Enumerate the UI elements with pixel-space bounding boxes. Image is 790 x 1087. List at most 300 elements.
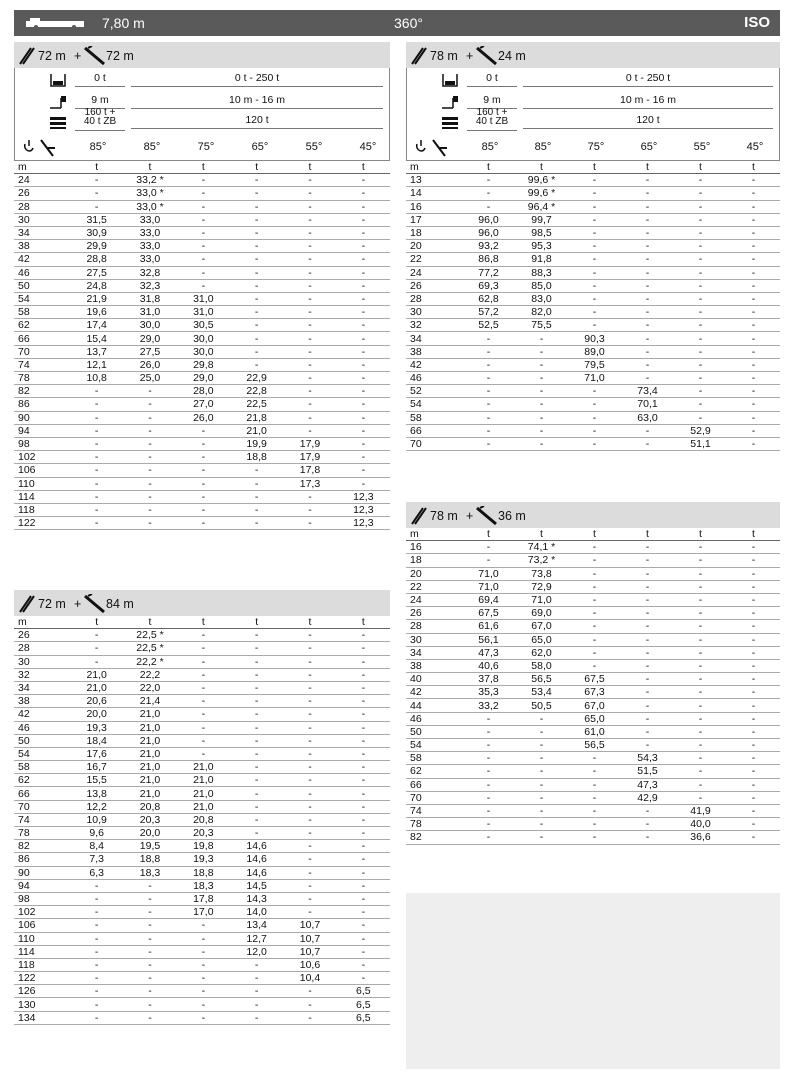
load-cell: - (337, 213, 390, 226)
radius-cell: 20 (406, 567, 462, 580)
table-row (14, 972, 390, 985)
load-cell: - (462, 725, 515, 738)
load-cell: t (674, 161, 727, 174)
load-cell: - (674, 200, 727, 213)
load-cell: 6,5 (337, 1011, 390, 1024)
load-cell: - (568, 818, 621, 831)
load-cell: - (123, 932, 176, 945)
load-cell: 56,1 (462, 633, 515, 646)
load-cell: 52,5 (462, 319, 515, 332)
load-cell: - (337, 319, 390, 332)
load-cell: - (177, 174, 230, 187)
load-cell: 21,0 (123, 721, 176, 734)
load-cell: - (568, 607, 621, 620)
load-cell: - (337, 174, 390, 187)
table-row (14, 761, 390, 774)
load-cell: - (462, 345, 515, 358)
table-row (406, 739, 780, 752)
load-cell: 22,5 * (123, 629, 176, 642)
radius-cell: 24 (406, 266, 462, 279)
load-cell: - (230, 827, 283, 840)
load-cell: - (337, 972, 390, 985)
load-cell: - (230, 813, 283, 826)
load-cell: 67,3 (568, 686, 621, 699)
load-cell: - (515, 358, 568, 371)
load-cell: - (515, 804, 568, 817)
luffing-jib-icon (84, 594, 106, 614)
load-cell: - (337, 695, 390, 708)
load-cell: - (230, 187, 283, 200)
load-cell: 65,0 (568, 712, 621, 725)
radius-cell: 42 (14, 253, 70, 266)
load-cell: 30,0 (123, 319, 176, 332)
radius-cell: 90 (14, 866, 70, 879)
table-row (14, 668, 390, 681)
load-cell: - (230, 345, 283, 358)
load-cell: - (283, 358, 336, 371)
table-row (406, 593, 780, 606)
load-cell: - (337, 226, 390, 239)
load-cell: t (727, 161, 780, 174)
load-cell: - (568, 292, 621, 305)
load-cell: - (230, 642, 283, 655)
plus-sign: + (74, 597, 82, 611)
load-cell: 8,4 (70, 840, 123, 853)
radius-cell: 94 (14, 879, 70, 892)
radius-cell: m (14, 161, 70, 174)
load-cell: 26,0 (123, 358, 176, 371)
table-row (14, 226, 390, 239)
load-cell: 36,6 (674, 831, 727, 844)
radius-cell: 106 (14, 919, 70, 932)
load-cell: - (230, 213, 283, 226)
load-cell: - (230, 319, 283, 332)
load-cell: - (727, 818, 780, 831)
load-cell: - (568, 593, 621, 606)
load-cell: - (283, 734, 336, 747)
load-cell: 19,9 (230, 437, 283, 450)
load-cell: - (515, 791, 568, 804)
load-cell: - (123, 503, 176, 516)
load-cell: - (462, 818, 515, 831)
counterweight-tray-icon (49, 72, 67, 88)
load-cell: - (337, 681, 390, 694)
load-cell: - (283, 187, 336, 200)
table-row (14, 827, 390, 840)
load-cell: - (568, 226, 621, 239)
load-cell: - (70, 437, 123, 450)
table-row (14, 747, 390, 760)
radius-cell: 94 (14, 424, 70, 437)
load-cell: - (621, 725, 674, 738)
load-cell: - (568, 213, 621, 226)
radius-cell: 114 (14, 945, 70, 958)
load-cell: - (568, 424, 621, 437)
load-cell: - (462, 398, 515, 411)
load-cell: - (621, 437, 674, 450)
load-cell: - (123, 945, 176, 958)
load-cell: 20,8 (123, 800, 176, 813)
load-cell: t (177, 616, 230, 629)
load-cell: - (674, 620, 727, 633)
load-cell: - (230, 174, 283, 187)
radius-cell: m (406, 161, 462, 174)
load-cell: - (283, 879, 336, 892)
load-cell: - (230, 721, 283, 734)
load-cell: 30,9 (70, 226, 123, 239)
load-cell: 21,0 (177, 761, 230, 774)
load-cell: - (568, 279, 621, 292)
load-cell: 12,7 (230, 932, 283, 945)
table-row (406, 226, 780, 239)
load-cell: - (177, 490, 230, 503)
radius-cell: 26 (406, 279, 462, 292)
load-cell: 20,3 (123, 813, 176, 826)
radius-cell: 44 (406, 699, 462, 712)
load-table (14, 161, 390, 530)
load-cell: - (674, 292, 727, 305)
load-cell: - (123, 424, 176, 437)
load-cell: 67,5 (568, 673, 621, 686)
radius-cell: 66 (406, 424, 462, 437)
load-cell: - (230, 517, 283, 530)
load-cell: - (70, 200, 123, 213)
load-cell: - (727, 398, 780, 411)
load-cell: t (70, 161, 123, 174)
load-cell: - (177, 708, 230, 721)
load-cell: - (727, 541, 780, 554)
load-cell: - (337, 840, 390, 853)
table-row (14, 437, 390, 450)
load-cell: 21,0 (123, 708, 176, 721)
load-cell: 82,0 (515, 306, 568, 319)
radius-cell: 54 (14, 292, 70, 305)
load-cell: - (621, 424, 674, 437)
load-cell: - (70, 919, 123, 932)
load-cell: - (283, 840, 336, 853)
load-cell: - (70, 985, 123, 998)
load-cell: - (337, 358, 390, 371)
load-cell: 22,2 (123, 668, 176, 681)
radius-cell: 26 (406, 607, 462, 620)
load-cell: - (70, 424, 123, 437)
load-cell: 16,7 (70, 761, 123, 774)
load-cell: 6,5 (337, 998, 390, 1011)
load-cell: 52,9 (674, 424, 727, 437)
table-row (14, 292, 390, 305)
load-cell: - (337, 879, 390, 892)
load-cell: 10,9 (70, 813, 123, 826)
load-cell: - (621, 226, 674, 239)
load-cell: 75,5 (515, 319, 568, 332)
load-cell: - (674, 659, 727, 672)
load-cell: - (568, 620, 621, 633)
radius-cell: 14 (406, 187, 462, 200)
load-cell: - (337, 266, 390, 279)
table-row (406, 804, 780, 817)
load-cell: - (177, 932, 230, 945)
load-cell: - (177, 747, 230, 760)
load-cell: - (337, 813, 390, 826)
radius-cell: 24 (14, 174, 70, 187)
load-table (14, 616, 390, 1025)
table-row (406, 174, 780, 187)
load-cell: 10,6 (283, 958, 336, 971)
load-cell: 14,6 (230, 840, 283, 853)
load-cell: - (462, 424, 515, 437)
load-cell: - (727, 424, 780, 437)
load-cell: - (621, 306, 674, 319)
load-cell: - (515, 778, 568, 791)
load-cell: - (337, 827, 390, 840)
radius-cell: 54 (14, 747, 70, 760)
table-row (406, 345, 780, 358)
load-cell: t (230, 616, 283, 629)
load-cell: 21,0 (123, 747, 176, 760)
load-cell: - (177, 919, 230, 932)
load-cell: 73,2 * (515, 554, 568, 567)
load-cell: - (621, 319, 674, 332)
load-cell: - (621, 200, 674, 213)
load-cell: - (230, 200, 283, 213)
load-cell: - (568, 831, 621, 844)
load-cell: 63,0 (621, 411, 674, 424)
load-cell: - (283, 424, 336, 437)
load-cell: - (568, 253, 621, 266)
load-cell: 30,0 (177, 345, 230, 358)
load-cell: - (283, 787, 336, 800)
load-cell: - (70, 932, 123, 945)
load-cell: - (337, 253, 390, 266)
load-cell: 21,0 (177, 787, 230, 800)
load-cell: 19,6 (70, 306, 123, 319)
table-row (406, 213, 780, 226)
load-cell: - (123, 892, 176, 905)
load-cell: - (70, 477, 123, 490)
radius-cell: 30 (14, 213, 70, 226)
load-cell: - (337, 306, 390, 319)
load-cell: 21,0 (177, 800, 230, 813)
load-cell: t (621, 161, 674, 174)
section-title: 72 m + 84 m (14, 590, 390, 616)
table-row (406, 673, 780, 686)
load-cell: - (568, 306, 621, 319)
load-cell: t (462, 528, 515, 541)
radius-cell: 28 (14, 200, 70, 213)
load-cell: - (177, 517, 230, 530)
load-cell: - (337, 411, 390, 424)
radius-cell: 34 (14, 226, 70, 239)
load-cell: - (337, 187, 390, 200)
load-cell: 71,0 (515, 593, 568, 606)
load-cell: - (230, 761, 283, 774)
table-row (14, 813, 390, 826)
load-chart-72-72 (14, 42, 390, 530)
load-cell: - (177, 424, 230, 437)
load-cell: - (337, 866, 390, 879)
load-cell: - (727, 226, 780, 239)
load-cell: - (123, 879, 176, 892)
radius-cell: 28 (14, 642, 70, 655)
load-cell: - (70, 945, 123, 958)
load-cell: 33,0 (123, 226, 176, 239)
table-row (14, 490, 390, 503)
table-row (406, 831, 780, 844)
load-cell: - (283, 490, 336, 503)
table-row (406, 240, 780, 253)
load-cell: 88,3 (515, 266, 568, 279)
load-cell: 61,0 (568, 725, 621, 738)
load-cell: 50,5 (515, 699, 568, 712)
load-cell: - (337, 721, 390, 734)
load-cell: 21,0 (123, 734, 176, 747)
load-cell: - (462, 332, 515, 345)
load-cell: - (283, 279, 336, 292)
radius-cell: 82 (14, 840, 70, 853)
radius-cell: 82 (14, 385, 70, 398)
load-cell: 17,8 (283, 464, 336, 477)
load-cell: 90,3 (568, 332, 621, 345)
load-cell: - (70, 655, 123, 668)
load-cell: - (462, 437, 515, 450)
load-cell: t (123, 161, 176, 174)
table-row (406, 818, 780, 831)
load-cell: 12,2 (70, 800, 123, 813)
load-cell: 22,0 (123, 681, 176, 694)
load-cell: - (621, 332, 674, 345)
load-cell: 99,6 * (515, 174, 568, 187)
load-cell: 57,2 (462, 306, 515, 319)
load-cell: - (462, 411, 515, 424)
radius-cell: 90 (14, 411, 70, 424)
load-cell: - (462, 372, 515, 385)
load-cell: 61,6 (462, 620, 515, 633)
load-cell: 51,1 (674, 437, 727, 450)
load-cell: 6,3 (70, 866, 123, 879)
load-cell: 13,7 (70, 345, 123, 358)
load-cell: 51,5 (621, 765, 674, 778)
load-cell: 98,5 (515, 226, 568, 239)
angle-row: 85° 85° 75° 65° 55° 45° (15, 138, 389, 158)
load-cell: - (123, 998, 176, 1011)
load-cell: - (621, 620, 674, 633)
load-cell: - (674, 580, 727, 593)
load-cell: - (462, 174, 515, 187)
load-cell: - (727, 266, 780, 279)
table-row (14, 517, 390, 530)
load-cell: - (674, 266, 727, 279)
radius-cell: 46 (14, 266, 70, 279)
load-cell: 20,0 (123, 827, 176, 840)
load-cell: - (674, 279, 727, 292)
load-cell: - (283, 398, 336, 411)
load-cell: - (337, 668, 390, 681)
load-cell: - (283, 668, 336, 681)
load-cell: - (674, 398, 727, 411)
config-block: 0 t 0 t - 250 t 9 m 10 m - 16 m 160 t + 40 t ZB 120 t 85° 85° 75° 65° 55° 45° (14, 68, 390, 161)
load-cell: 62,0 (515, 646, 568, 659)
load-cell: - (177, 629, 230, 642)
radius-cell: 58 (406, 752, 462, 765)
radius-cell: 38 (406, 345, 462, 358)
load-cell: 18,3 (123, 866, 176, 879)
load-cell: - (177, 681, 230, 694)
load-cell: - (283, 517, 336, 530)
load-cell: - (674, 712, 727, 725)
load-cell: - (674, 765, 727, 778)
table-row (406, 607, 780, 620)
radius-cell: 30 (406, 633, 462, 646)
load-cell: - (568, 554, 621, 567)
load-cell: 9,6 (70, 827, 123, 840)
load-cell: - (123, 451, 176, 464)
radius-cell: 118 (14, 503, 70, 516)
table-row (14, 306, 390, 319)
unit-row (406, 161, 780, 174)
load-cell: - (515, 818, 568, 831)
load-cell: - (337, 240, 390, 253)
load-cell: - (177, 240, 230, 253)
load-cell: - (727, 292, 780, 305)
table-row (14, 734, 390, 747)
load-cell: - (621, 174, 674, 187)
table-row (406, 725, 780, 738)
table-row (406, 306, 780, 319)
radius-cell: 54 (406, 398, 462, 411)
load-cell: 95,3 (515, 240, 568, 253)
table-row (14, 345, 390, 358)
load-cell: 21,0 (123, 787, 176, 800)
table-row (14, 477, 390, 490)
load-cell: - (123, 517, 176, 530)
table-row (406, 712, 780, 725)
load-cell: - (621, 187, 674, 200)
load-cell: 20,6 (70, 695, 123, 708)
load-cell: 21,8 (230, 411, 283, 424)
load-cell: 29,8 (177, 358, 230, 371)
load-cell: - (674, 226, 727, 239)
load-cell: 69,3 (462, 279, 515, 292)
load-cell: 13,4 (230, 919, 283, 932)
load-cell: - (70, 503, 123, 516)
load-cell: 10,7 (283, 919, 336, 932)
load-cell: - (621, 253, 674, 266)
load-cell: 54,3 (621, 752, 674, 765)
load-cell: - (337, 655, 390, 668)
load-cell: - (674, 372, 727, 385)
load-cell: - (621, 607, 674, 620)
header-slew-angle: 360° (394, 15, 423, 31)
radius-cell: 74 (14, 358, 70, 371)
load-cell: - (621, 699, 674, 712)
load-cell: - (123, 490, 176, 503)
radius-cell: m (14, 616, 70, 629)
load-cell: 71,0 (568, 372, 621, 385)
section-title: 78 m + 24 m (406, 42, 780, 68)
load-cell: - (462, 712, 515, 725)
load-cell: - (337, 747, 390, 760)
radius-cell: 50 (14, 734, 70, 747)
table-row (406, 765, 780, 778)
load-cell: - (337, 332, 390, 345)
load-cell: - (123, 1011, 176, 1024)
load-cell: - (621, 593, 674, 606)
table-row (14, 998, 390, 1011)
table-row (14, 503, 390, 516)
load-cell: - (674, 699, 727, 712)
load-cell: 93,2 (462, 240, 515, 253)
table-row (14, 906, 390, 919)
